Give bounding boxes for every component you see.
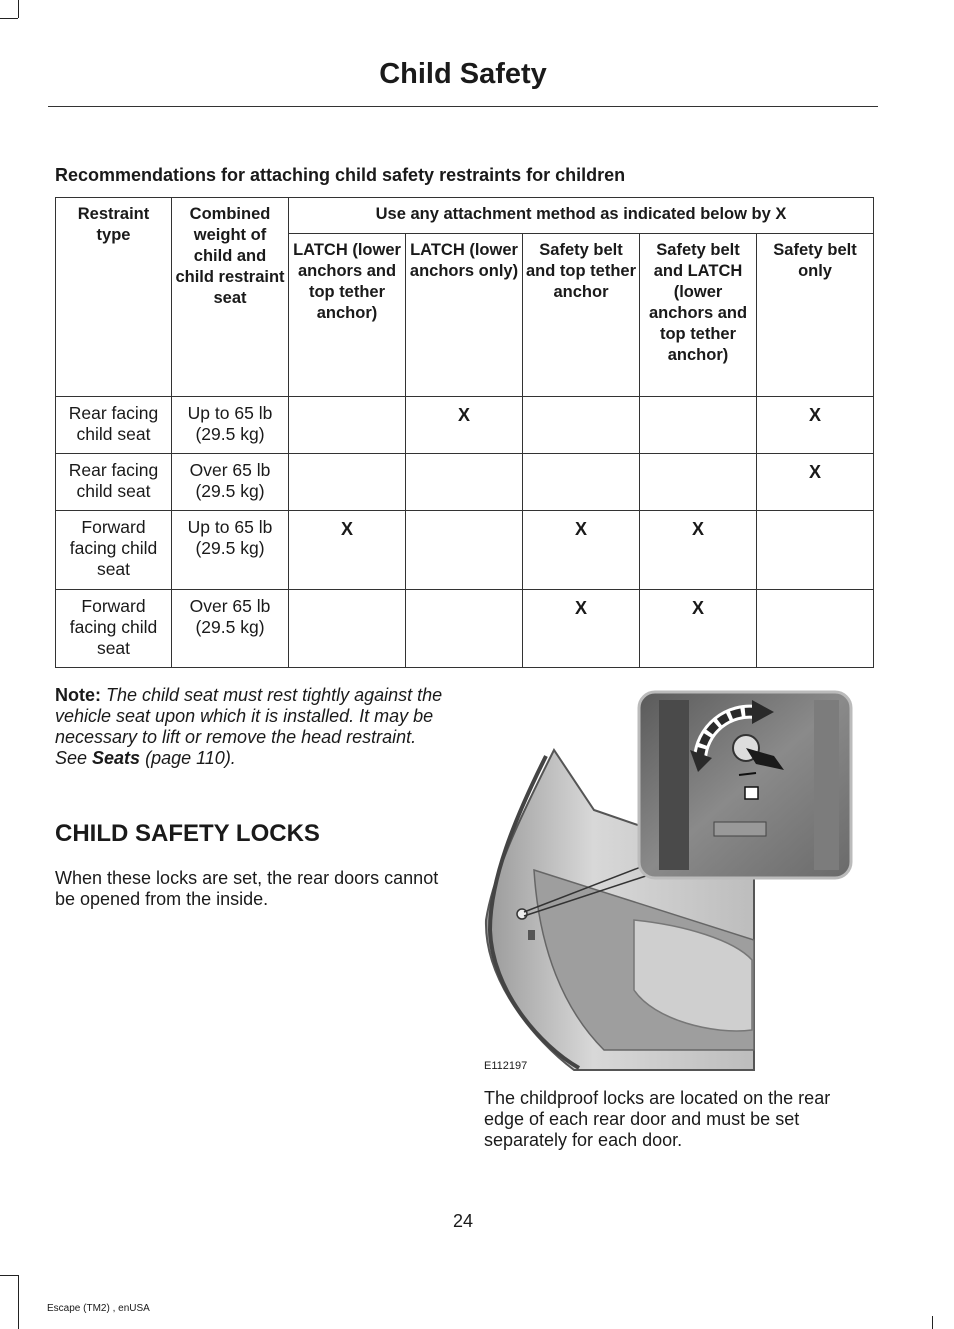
cell-mark: X bbox=[757, 454, 874, 511]
cell-mark bbox=[523, 454, 640, 511]
inset-door-edge bbox=[659, 700, 689, 870]
crop-mark bbox=[0, 18, 18, 19]
header-method: Safety belt only bbox=[757, 234, 874, 397]
cell-weight: Over 65 lb (29.5 kg) bbox=[172, 454, 289, 511]
cell-weight: Up to 65 lb (29.5 kg) bbox=[172, 397, 289, 454]
cell-mark: X bbox=[523, 590, 640, 668]
note-text: The child seat must rest tightly against the vehicle seat upon which it is installed. It may be necessary to lift or remove the head restraint. See bbox=[55, 685, 443, 768]
cell-mark bbox=[406, 590, 523, 668]
cell-mark bbox=[406, 511, 523, 590]
table-row bbox=[56, 590, 874, 668]
section-body: When these locks are set, the rear doors cannot be opened from the inside. bbox=[55, 868, 439, 909]
cell-mark bbox=[640, 454, 757, 511]
crop-mark bbox=[18, 0, 19, 18]
cell-mark bbox=[640, 397, 757, 454]
figure-code: E112197 bbox=[484, 1060, 528, 1072]
inset-frame bbox=[814, 700, 839, 870]
header-attachment-methods: Use any attachment method as indicated below by X bbox=[289, 198, 874, 234]
note-label: Note: bbox=[55, 685, 101, 705]
table-row bbox=[56, 511, 874, 590]
cell-restraint-type: Rear facing child seat bbox=[56, 397, 172, 454]
cell-restraint-type: Forward facing child seat bbox=[56, 590, 172, 668]
cell-restraint-type: Forward facing child seat bbox=[56, 511, 172, 590]
note-paragraph bbox=[55, 685, 450, 769]
door-latch bbox=[528, 930, 535, 940]
header-combined-weight: Combined weight of child and child restraint seat bbox=[172, 198, 289, 397]
cell-mark bbox=[523, 397, 640, 454]
header-method: LATCH (lower anchors only) bbox=[406, 234, 523, 397]
restraint-table bbox=[55, 197, 874, 668]
section-heading: CHILD SAFETY LOCKS bbox=[55, 820, 320, 847]
cell-mark bbox=[757, 590, 874, 668]
table-caption: Recommendations for attaching child safety restraints for children bbox=[55, 165, 626, 185]
note-page-reference: (page 110). bbox=[140, 748, 236, 768]
cell-mark: X bbox=[406, 397, 523, 454]
cell-weight: Over 65 lb (29.5 kg) bbox=[172, 590, 289, 668]
page-title: Child Safety bbox=[379, 58, 547, 90]
title-divider bbox=[48, 106, 878, 107]
child-lock-symbol-icon bbox=[745, 787, 758, 799]
header-method: LATCH (lower anchors and top tether anchor) bbox=[289, 234, 406, 397]
striker-plate bbox=[714, 822, 766, 836]
lock-location-marker bbox=[517, 909, 527, 919]
cell-mark: X bbox=[523, 511, 640, 590]
crop-mark bbox=[18, 1275, 19, 1329]
header-method: Safety belt and top tether anchor bbox=[523, 234, 640, 397]
crop-mark bbox=[932, 1316, 933, 1329]
page-number: 24 bbox=[452, 1211, 474, 1231]
footer-text: Escape (TM2) , enUSA bbox=[47, 1303, 150, 1314]
crop-mark bbox=[0, 1275, 18, 1276]
header-restraint-type: Restraint type bbox=[56, 198, 172, 397]
cell-mark bbox=[289, 454, 406, 511]
cell-mark: X bbox=[640, 590, 757, 668]
cell-mark bbox=[289, 397, 406, 454]
cell-mark: X bbox=[289, 511, 406, 590]
table-row bbox=[56, 454, 874, 511]
table-row bbox=[56, 397, 874, 454]
header-method: Safety belt and LATCH (lower anchors and top tether anchor) bbox=[640, 234, 757, 397]
figure-caption: The childproof locks are located on the rear edge of each rear door and must be set separately for each door. bbox=[484, 1088, 831, 1150]
child-lock-door-illustration bbox=[484, 690, 854, 1072]
seats-reference-link[interactable]: Seats bbox=[92, 748, 141, 768]
cell-mark: X bbox=[640, 511, 757, 590]
cell-restraint-type: Rear facing child seat bbox=[56, 454, 172, 511]
cell-mark bbox=[406, 454, 523, 511]
cell-mark: X bbox=[757, 397, 874, 454]
cell-weight: Up to 65 lb (29.5 kg) bbox=[172, 511, 289, 590]
cell-mark bbox=[757, 511, 874, 590]
cell-mark bbox=[289, 590, 406, 668]
